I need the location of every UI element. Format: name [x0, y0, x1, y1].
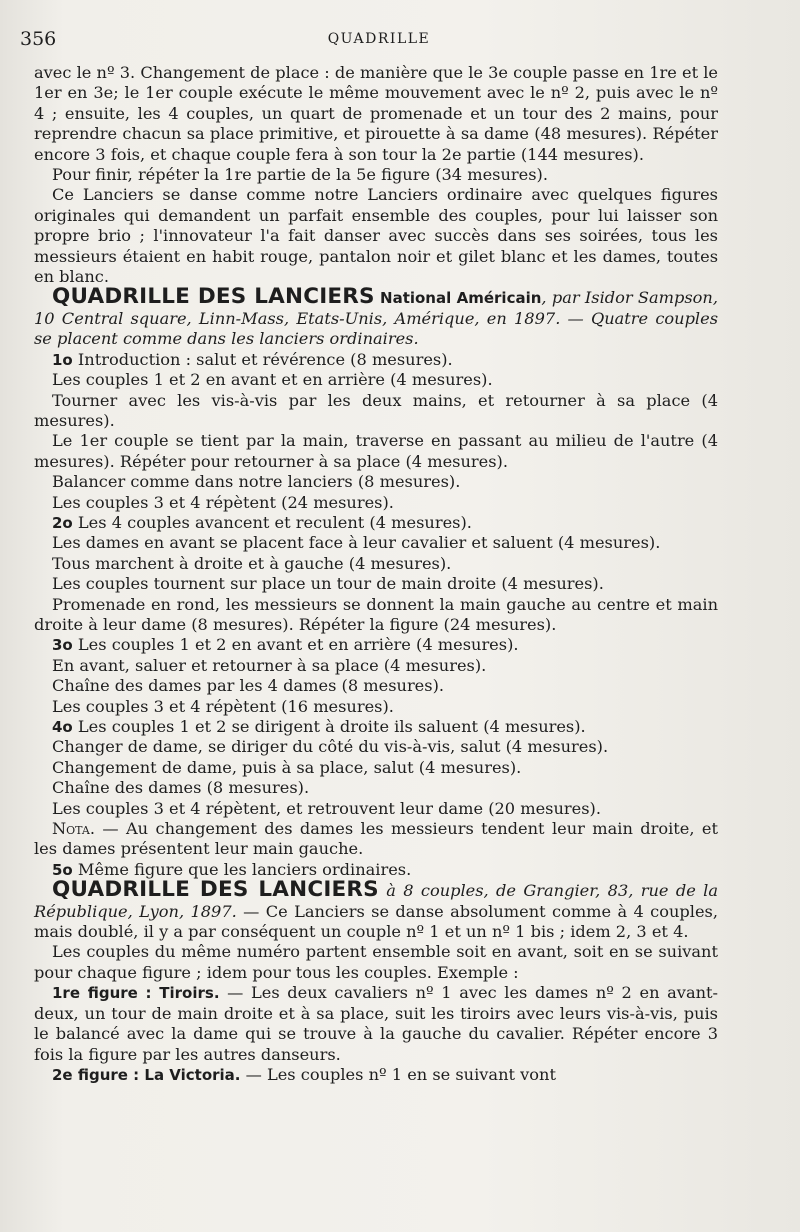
figure-text: — Les deux cavaliers nº 1 avec les dames nº 2 en avant-deux, un tour de main droite et à sa place, suit les tiroirs avec leurs vis-à-vis, puis le balancé avec la dame qui se trouve à la gauche du cavalier. Répéter encore 3 fois la figure par les autres danseurs. [34, 983, 719, 1064]
figure-line-text: Les couples 3 et 4 répètent (24 mesures). [52, 492, 394, 512]
paragraph: Ce Lanciers se danse comme notre Lanciers ordinaire avec quelques figures originales qui demandent un parfait ensemble des couples, pour lui laisser son propre brio ; l'innovateur l'a fait danser avec succès dans ses soirées, tous les messieurs étaient en habit rouge, pantalon noir et gilet blanc et les dames, toutes en blanc. [34, 185, 718, 287]
figure-line [34, 676, 718, 696]
figure-line-text: Introduction : salut et révérence (8 mesures). [77, 349, 453, 369]
figure-line-text: Les couples 1 et 2 en avant et en arrière (4 mesures). [77, 635, 519, 655]
section-title: QUADRILLE DES LANCIERS [52, 877, 379, 903]
figure-line-text: Les couples 1 et 2 se dirigent à droite ils saluent (4 mesures). [77, 717, 586, 736]
figure-number: 1o [52, 350, 73, 369]
figure-number: 4o [52, 718, 73, 736]
figure-line-text: Les couples 1 et 2 en avant et en arrière (4 mesures). [52, 370, 493, 390]
figure-line [34, 431, 718, 472]
figure-line [34, 574, 718, 594]
figure-line-text: Balancer comme dans notre lanciers (8 mesures). [52, 472, 461, 492]
figure-line [34, 799, 718, 819]
figure-line-text: Promenade en rond, les messieurs se donnent la main gauche au centre et main droite à leur dame (8 mesures). Répéter la figure (24 mesures). [34, 594, 718, 634]
figure-label: 2e figure : La Victoria. [52, 1065, 241, 1084]
figure-line [34, 513, 718, 533]
figure-line [34, 717, 718, 737]
figure-line [34, 778, 718, 798]
figure-number: 3o [52, 636, 73, 655]
figure-line [34, 493, 718, 513]
section-intro: , par Isidor Sampson, 10 Central square, Linn-Mass, Etats-Unis, Amérique, en 1897. — Quatre couples se placent comme dans les lanciers ordinaires. [34, 288, 718, 349]
figure-line-text: Les couples 3 et 4 répètent, et retrouvent leur dame (20 mesures). [52, 798, 601, 818]
running-title: QUADRILLE [327, 31, 431, 47]
figure-line [34, 819, 718, 860]
figure-line [34, 391, 718, 432]
figure-line [34, 595, 718, 636]
figure-line [34, 737, 718, 757]
figure-paragraph [34, 1065, 718, 1085]
section-intro-text: — Ce Lanciers se danse absolument comme à 4 couples, mais doublé, il y a par conséquent un couple nº 1 et un nº 1 bis ; idem 2, 3 et 4. [34, 901, 718, 942]
figure-line-text: Les couples tournent sur place un tour de main droite (4 mesures). [52, 574, 604, 594]
figure-line-text: Tous marchent à droite et à gauche (4 mesures). [52, 553, 452, 573]
paragraph: Les couples du même numéro partent ensemble soit en avant, soit en se suivant pour chaque figure ; idem pour tous les couples. Exemple : [34, 942, 718, 982]
figure-line-text: Chaîne des dames (8 mesures). [52, 778, 310, 798]
figure-line [34, 350, 718, 370]
figure-line [34, 635, 718, 655]
figure-number: 2o [52, 513, 73, 532]
page-body [34, 63, 718, 1085]
figure-line-text: Tourner avec les vis-à-vis par les deux mains, et retourner à sa place (4 mesures). [34, 390, 718, 430]
section-intro-italic: à 8 couples, de Grangier, 83, rue de la République, Lyon, 1897. [34, 881, 718, 921]
figure-line [34, 758, 718, 778]
figure-line [34, 370, 718, 390]
figure-number: 5o [52, 860, 73, 879]
section-figures [34, 350, 718, 881]
figure-label: 1re figure : Tiroirs. [52, 984, 220, 1003]
figure-line-text: — Au changement des dames les messieurs tendent leur main droite, et les dames présentent leur main gauche. [34, 819, 718, 859]
figure-line [34, 554, 718, 574]
figure-line-text: En avant, saluer et retourner à sa place (4 mesures). [52, 655, 487, 675]
figure-line [34, 656, 718, 676]
figure-line-text: Le 1er couple se tient par la main, traverse en passant au milieu de l'autre (4 mesures). Répéter pour retourner à sa place (4 mesures). [34, 431, 718, 471]
section-title: QUADRILLE DES LANCIERS [52, 284, 375, 310]
page-header [18, 28, 740, 52]
figure-line-text: Les couples 3 et 4 répètent (16 mesures). [52, 696, 394, 716]
figure-line-text: Changement de dame, puis à sa place, salut (4 mesures). [52, 757, 522, 777]
figure-text: — Les couples nº 1 en se suivant vont [240, 1064, 556, 1084]
figure-line-text: Les dames en avant se placent face à leur cavalier et saluent (4 mesures). [52, 533, 661, 553]
nota-label: Nota. [52, 819, 96, 839]
figure-line-text: Chaîne des dames par les 4 dames (8 mesures). [52, 676, 445, 696]
page-number: 356 [20, 28, 57, 50]
figure-paragraph [34, 983, 718, 1065]
figure-line [34, 697, 718, 717]
paragraph: Pour finir, répéter la 1re partie de la 5e figure (34 mesures). [52, 165, 549, 185]
figure-line [34, 533, 718, 553]
section-subtitle: National Américain [380, 289, 542, 308]
section-heading-huit-couples [34, 877, 718, 942]
figure-line-text: Les 4 couples avancent et reculent (4 mesures). [77, 512, 472, 532]
paragraph-continuation: avec le nº 3. Changement de place : de manière que le 3e couple passe en 1re et le 1er en 3e; le 1er couple exécute le même mouvement avec le nº 2, puis avec le nº 4 ; ensuite, les 4 couples, un quart de promenade et un tour des 2 mains, pour reprendre chacun sa place primitive, et pirouette à sa dame (48 mesures). Répéter encore 3 fois, et chaque couple fera à son tour la 2e partie (144 mesures). [34, 63, 718, 164]
figure-line-text: Même figure que les lanciers ordinaires. [77, 859, 412, 879]
section-heading-national-americain [34, 284, 718, 349]
figure-line [34, 472, 718, 492]
figure-line-text: Changer de dame, se diriger du côté du vis-à-vis, salut (4 mesures). [52, 737, 609, 757]
